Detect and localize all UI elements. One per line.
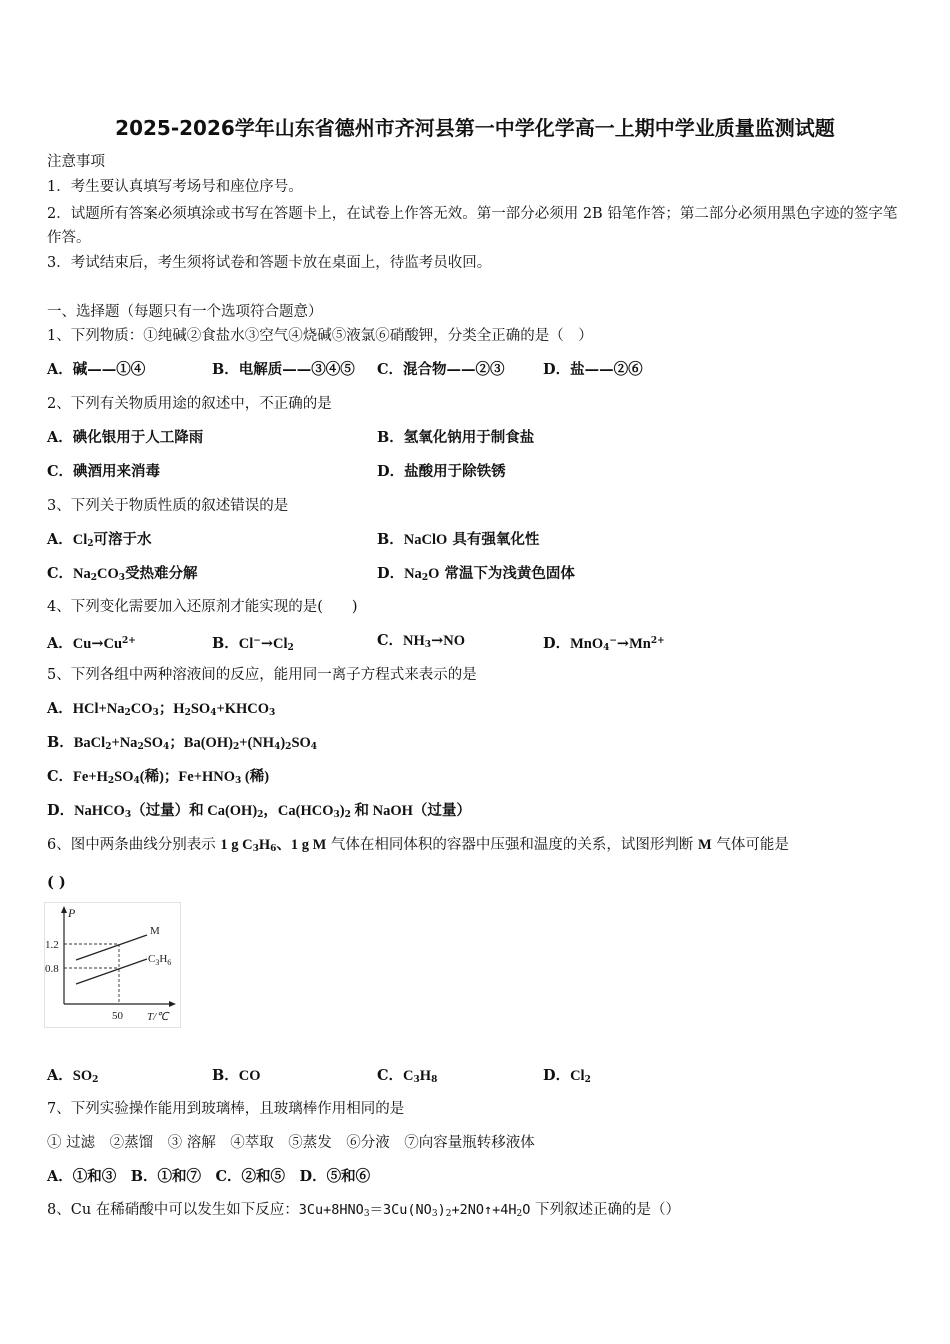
- q3-c-sub-1: 2: [90, 573, 98, 583]
- pressure-temperature-graph: [44, 902, 181, 1028]
- q3-d-formula-2: O: [428, 566, 440, 582]
- q5-b-prefix: B．: [47, 734, 74, 751]
- q4-a-left: Cu: [72, 636, 92, 652]
- q5-b-sub: 2: [137, 742, 144, 752]
- q4-option-c[interactable]: [377, 631, 465, 655]
- q6-a-sub: 2: [92, 1075, 99, 1085]
- q3-d-prefix: D．: [377, 565, 405, 582]
- q1-option-b[interactable]: B．电解质——③④⑤: [212, 361, 355, 378]
- q5-d-sub: 3: [124, 810, 132, 820]
- q1-option-d[interactable]: D．盐——②⑥: [543, 361, 643, 378]
- q6-a-formula: SO: [72, 1068, 93, 1084]
- notice-heading: 注意事项: [47, 154, 105, 170]
- q5-d-part: ，Ca(HCO: [263, 803, 334, 819]
- q5-d-sub: 3: [333, 810, 340, 820]
- notice-item-3: 3．考试结束后，考生须将试卷和答题卡放在桌面上，待监考员收回。: [47, 255, 492, 271]
- q4-c-arrow: →: [431, 632, 444, 649]
- q3-c-formula-1: Na: [73, 566, 91, 582]
- q4-d-arrow: →: [616, 635, 630, 652]
- q2-option-c[interactable]: C．碘酒用来消毒: [47, 463, 161, 480]
- q2-option-d[interactable]: D．盐酸用于除铁锈: [377, 463, 506, 480]
- curve-label-m: M: [150, 925, 160, 937]
- q5-b-part: +(NH: [239, 735, 275, 751]
- q2-stem: 2、下列有关物质用途的叙述中，不正确的是: [47, 396, 332, 412]
- exam-title: 2025-2026学年山东省德州市齐河县第一中学化学高一上期中学业质量监测试题: [115, 116, 835, 140]
- q5-c-part: (稀): [241, 769, 270, 785]
- q8-equation-part: O: [522, 1202, 531, 1218]
- q4-b-left: Cl: [238, 636, 254, 652]
- q6-stem: [47, 835, 789, 859]
- q4-a-charge: 2+: [122, 636, 136, 646]
- q5-a-part: SO: [190, 701, 211, 717]
- q5-d-part: （过量）和 Ca(OH): [131, 803, 258, 819]
- q8-equation-part: ): [437, 1202, 446, 1218]
- q6-stem-formula: 1 g C: [220, 837, 253, 853]
- q3-option-c[interactable]: [47, 564, 198, 588]
- q6-c-formula: H: [419, 1068, 432, 1084]
- q5-d-sub: 2: [257, 810, 264, 820]
- q8-equation-part: 3Cu+8HNO: [298, 1202, 364, 1218]
- q8-equation-sub: 3: [431, 1209, 438, 1219]
- q4-c-right: NO: [443, 633, 465, 649]
- q5-a-sub: 2: [124, 708, 131, 718]
- q7-items: ① 过滤 ②蒸馏 ③ 溶解 ④萃取 ⑤蒸发 ⑥分液 ⑦向容量瓶转移液体: [47, 1135, 535, 1151]
- q5-option-d[interactable]: [47, 801, 471, 825]
- y-tick-1-2: 1.2: [45, 939, 59, 951]
- curve-label-part: H: [159, 953, 168, 965]
- q2-option-b[interactable]: B．氢氧化钠用于制食盐: [377, 429, 535, 446]
- q4-b-right: Cl: [272, 636, 288, 652]
- q5-stem: 5、下列各组中两种溶液间的反应，能用同一离子方程式来表示的是: [47, 667, 477, 683]
- q6-d-formula: Cl: [570, 1068, 585, 1084]
- q8-stem-part: 8、Cu 在稀硝酸中可以发生如下反应：: [47, 1202, 299, 1218]
- q4-d-prefix: D．: [543, 635, 571, 652]
- x-axis-label: T/℃: [147, 1011, 169, 1023]
- q6-option-c[interactable]: [377, 1066, 437, 1090]
- notice-item-2: 2．试题所有答案必须填涂或书写在答题卡上，在试卷上作答无效。第一部分必须用 2B 铅笔作答；第二部分必须用黑色字迹的签字笔作答。: [47, 206, 898, 246]
- q6-paren: ( ): [47, 874, 66, 891]
- q5-b-sub: 4: [310, 742, 318, 752]
- x-tick-50: 50: [112, 1010, 123, 1022]
- q2-option-a[interactable]: A．碘化银用于人工降雨: [47, 429, 204, 446]
- q6-stem-formula: M: [698, 837, 712, 853]
- q3-option-a[interactable]: [47, 530, 152, 554]
- q5-d-prefix: D．: [47, 802, 75, 819]
- q3-a-text: 可溶于水: [93, 531, 152, 548]
- q4-a-arrow: →: [91, 635, 104, 652]
- q3-a-formula: Cl: [72, 532, 88, 548]
- q5-c-sub: 4: [133, 776, 140, 786]
- q5-d-part: NaHCO: [74, 803, 125, 819]
- q5-a-part: HCl+Na: [72, 701, 125, 717]
- q4-b-prefix: B．: [212, 635, 239, 652]
- q5-b-sub: 2: [105, 742, 112, 752]
- q4-d-sub: 4: [603, 643, 610, 653]
- q4-d-right: Mn: [629, 636, 651, 652]
- q5-d-part: ): [339, 803, 345, 819]
- q6-stem-sub: 6: [270, 844, 277, 854]
- q8-equation-sub: 2: [516, 1209, 523, 1219]
- q3-c-text: 受热难分解: [125, 565, 198, 582]
- q4-b-arrow: →: [260, 635, 273, 652]
- q3-d-sub-1: 2: [421, 573, 429, 583]
- q8-stem-part: 下列叙述正确的是（）: [530, 1202, 680, 1218]
- q5-b-sub: 4: [163, 742, 170, 752]
- q5-a-sub: 4: [210, 708, 217, 718]
- q4-c-prefix: C．: [377, 632, 404, 649]
- q8-equation-sub: 2: [445, 1209, 452, 1219]
- q4-option-d[interactable]: [543, 631, 665, 658]
- q5-option-c[interactable]: [47, 767, 269, 791]
- q5-c-prefix: C．: [47, 768, 74, 785]
- q5-a-part: CO: [130, 701, 153, 717]
- q3-c-formula-2: CO: [97, 566, 119, 582]
- q6-option-b[interactable]: [212, 1066, 261, 1086]
- q3-b-prefix: B．: [377, 531, 404, 548]
- q1-option-c[interactable]: C．混合物——②③: [377, 361, 505, 378]
- q5-b-part: ): [280, 735, 286, 751]
- q5-b-part: BaCl: [73, 735, 106, 751]
- q3-d-formula-1: Na: [404, 566, 422, 582]
- q3-c-sub-2: 3: [118, 573, 126, 583]
- q4-c-left: NH: [403, 633, 425, 649]
- q5-option-b[interactable]: [47, 733, 317, 757]
- q4-b-charge: −: [253, 636, 261, 646]
- q6-d-sub: 2: [584, 1075, 591, 1085]
- q3-b-formula: NaClO: [403, 532, 448, 548]
- q5-b-sub: 2: [232, 742, 240, 752]
- q5-a-sub: 3: [152, 708, 159, 718]
- q3-d-text: 常温下为浅黄色固体: [439, 565, 575, 582]
- q3-b-text: 具有强氧化性: [447, 531, 540, 548]
- q6-c-sub: 8: [431, 1075, 438, 1085]
- y-tick-0-8: 0.8: [45, 963, 59, 975]
- q5-option-a[interactable]: [47, 699, 275, 723]
- q4-b-sub: 2: [287, 643, 294, 653]
- q3-c-prefix: C．: [47, 565, 74, 582]
- q6-a-prefix: A．: [47, 1067, 73, 1084]
- q5-c-sub: 3: [235, 776, 242, 786]
- q4-d-left: MnO: [570, 636, 604, 652]
- q5-a-sub: 2: [184, 708, 191, 718]
- q6-b-formula: CO: [238, 1068, 261, 1084]
- q5-a-part: ；H: [158, 701, 185, 717]
- q6-c-prefix: C．: [377, 1067, 404, 1084]
- q5-b-part: SO: [291, 735, 311, 751]
- q4-a-right: Cu: [103, 636, 123, 652]
- q5-b-sub: 4: [274, 742, 281, 752]
- q4-option-a[interactable]: [47, 631, 136, 654]
- q6-stem-formula: H: [258, 837, 271, 853]
- q3-option-d[interactable]: [377, 564, 575, 588]
- section-heading: 一、选择题（每题只有一个选项符合题意）: [47, 304, 323, 320]
- q8-stem: [47, 1200, 680, 1224]
- graph-svg: [44, 902, 181, 1028]
- q4-option-b[interactable]: [212, 631, 294, 658]
- q5-a-prefix: A．: [47, 700, 73, 717]
- q3-a-prefix: A．: [47, 531, 73, 548]
- q5-d-part: 和 NaOH（过量）: [350, 803, 471, 819]
- q4-a-prefix: A．: [47, 635, 73, 652]
- graph-frame: [45, 903, 181, 1028]
- q5-c-part: (稀)；Fe+HNO: [139, 769, 236, 785]
- q6-d-prefix: D．: [543, 1067, 571, 1084]
- q6-c-sub: 3: [413, 1075, 420, 1085]
- q6-stem-part: 气体在相同体积的容器中压强和温度的关系，试图形判断: [326, 837, 699, 853]
- notice-item-1: 1．考生要认真填写考场号和座位序号。: [47, 179, 303, 195]
- curve-label-part: C: [148, 953, 156, 965]
- q3-option-b[interactable]: [377, 530, 539, 550]
- q5-b-part: +Na: [111, 735, 138, 751]
- q4-d-charge-right: 2+: [650, 636, 665, 646]
- q1-option-a[interactable]: A．碱——①④: [47, 361, 146, 378]
- q4-stem: 4、下列变化需要加入还原剂才能实现的是( ): [47, 599, 358, 615]
- q3-a-sub: 2: [87, 539, 94, 549]
- q8-equation-part: +2NO↑+4H: [451, 1202, 517, 1218]
- q1-stem: 1、下列物质：①纯碱②食盐水③空气④烧碱⑤液氯⑥硝酸钾，分类全正确的是（ ）: [47, 328, 593, 344]
- q6-c-formula: C: [403, 1068, 414, 1084]
- curve-label-sub: 3: [155, 958, 160, 967]
- q4-c-sub: 3: [424, 640, 432, 650]
- q3-stem: 3、下列关于物质性质的叙述错误的是: [47, 498, 289, 514]
- q6-stem-sub: 3: [252, 844, 259, 854]
- q6-stem-part: 6、图中两条曲线分别表示: [47, 837, 221, 853]
- q8-equation-sub: 3: [363, 1209, 370, 1219]
- q5-b-part: ；Ba(OH): [169, 735, 233, 751]
- q5-a-sub: 3: [269, 708, 276, 718]
- q6-option-d[interactable]: [543, 1066, 591, 1090]
- curve-label-sub: 6: [167, 958, 172, 967]
- q5-b-sub: 2: [285, 742, 292, 752]
- q6-option-a[interactable]: [47, 1066, 98, 1090]
- q5-d-sub: 2: [344, 810, 351, 820]
- q6-stem-part: 气体可能是: [711, 837, 789, 853]
- q5-c-part: SO: [114, 769, 134, 785]
- q8-equation-part: ＝3Cu(NO: [369, 1202, 432, 1218]
- q6-b-prefix: B．: [212, 1067, 239, 1084]
- q5-c-part: Fe+H: [73, 769, 108, 785]
- y-axis-label: P: [68, 906, 76, 920]
- q7-options[interactable]: A．①和③ B．①和⑦ C．②和⑤ D．⑤和⑥: [47, 1168, 371, 1185]
- q6-stem-formula: 、1 g M: [276, 837, 327, 853]
- q7-stem: 7、下列实验操作能用到玻璃棒，且玻璃棒作用相同的是: [47, 1101, 405, 1117]
- q4-d-charge-left: −: [609, 636, 617, 646]
- q5-a-part: +KHCO: [216, 701, 270, 717]
- q5-c-sub: 2: [107, 776, 115, 786]
- q5-b-part: SO: [143, 735, 164, 751]
